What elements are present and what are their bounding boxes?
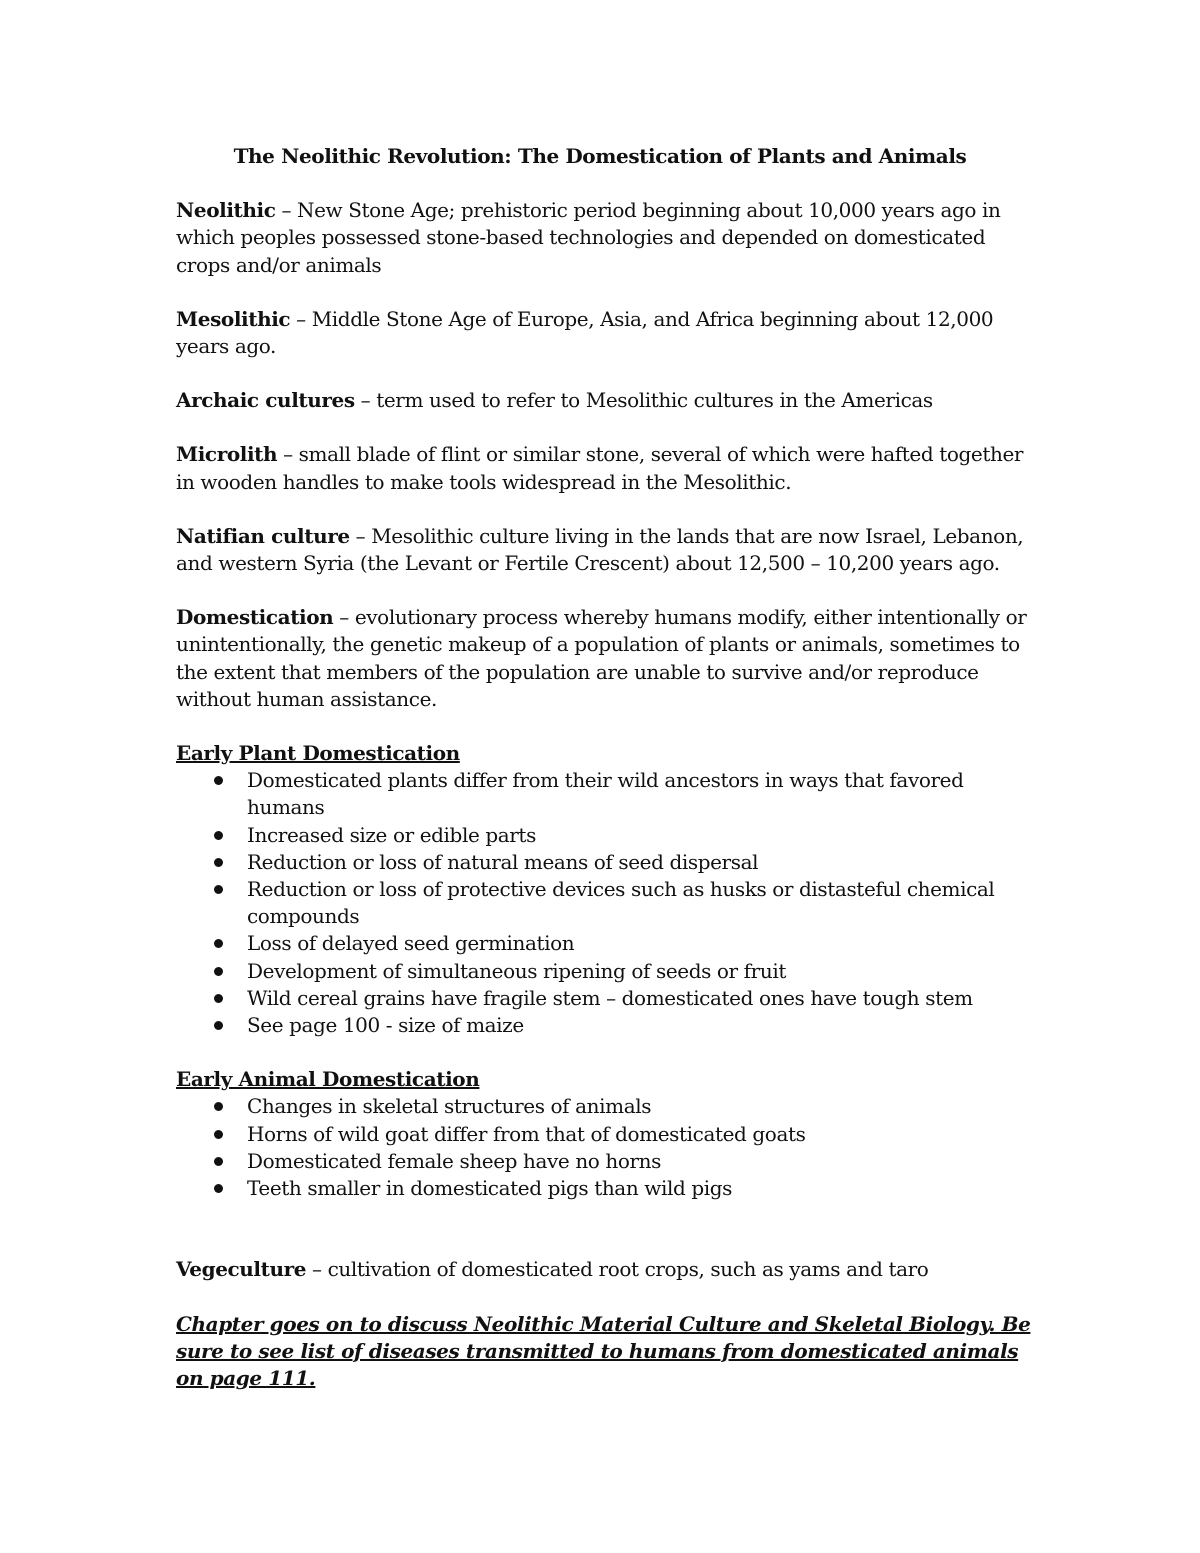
definition-text: – Mesolithic culture living in the lands that are now Israel, Lebanon, and western Syria (the Levant or Fertile Crescent) about 12,500 – 10,200 years ago.: [176, 523, 1024, 576]
bullet-icon: [214, 994, 223, 1003]
list-item: [176, 849, 1036, 876]
list-item-text: Reduction or loss of natural means of seed dispersal: [247, 849, 759, 874]
list-item-text: Changes in skeletal structures of animals: [247, 1094, 652, 1119]
definition-term: Domestication: [176, 605, 334, 630]
list-item: [176, 767, 1036, 821]
closing-note: Chapter goes on to discuss Neolithic Material Culture and Skeletal Biology. Be sure to see list of diseases transmitted to humans from domesticated animals on page 111.: [176, 1311, 1031, 1390]
bullet-icon: [214, 1130, 223, 1139]
blank-line: [176, 1229, 1036, 1256]
list-item: [176, 958, 1036, 985]
plant-domestication-list: [176, 767, 1036, 1039]
animal-domestication-heading: Early Animal Domestication: [176, 1067, 480, 1092]
definition-text: – small blade of flint or similar stone, several of which were hafted together in wooden handles to make tools widespread in the Mesolithic.: [176, 442, 1024, 494]
definition-term: Mesolithic: [176, 306, 291, 331]
list-item: [176, 1148, 1036, 1175]
list-item-text: Reduction or loss of protective devices such as husks or distasteful chemical compounds: [247, 877, 995, 929]
definition-mesolithic: [176, 306, 1036, 360]
bullet-icon: [214, 885, 223, 894]
list-item: [176, 822, 1036, 849]
definition-archaic-cultures: [176, 387, 1036, 414]
definition-domestication: [176, 604, 1036, 713]
list-item: [176, 1012, 1036, 1039]
definition-term: Archaic cultures: [176, 388, 355, 413]
list-item: [176, 1093, 1036, 1120]
list-item-text: Teeth smaller in domesticated pigs than wild pigs: [247, 1176, 733, 1201]
document-body: [176, 143, 1036, 1392]
bullet-icon: [214, 858, 223, 867]
bullet-icon: [214, 776, 223, 785]
definition-vegeculture: [176, 1256, 1036, 1283]
definition-microlith: [176, 441, 1036, 495]
definition-text: – New Stone Age; prehistoric period beginning about 10,000 years ago in which peoples possessed stone-based technologies and depended on domesticated crops and/or animals: [176, 198, 1001, 277]
plant-domestication-heading: Early Plant Domestication: [176, 741, 460, 766]
animal-domestication-list: [176, 1093, 1036, 1202]
list-item: [176, 1121, 1036, 1148]
definition-text: – term used to refer to Mesolithic cultures in the Americas: [354, 388, 933, 413]
definition-text: – Middle Stone Age of Europe, Asia, and Africa beginning about 12,000 years ago.: [176, 306, 994, 359]
page-title: The Neolithic Revolution: The Domestication of Plants and Animals: [233, 144, 967, 168]
definition-text: – cultivation of domesticated root crops, such as yams and taro: [306, 1257, 929, 1282]
list-item-text: Wild cereal grains have fragile stem – domesticated ones have tough stem: [247, 985, 973, 1010]
bullet-icon: [214, 1021, 223, 1030]
definition-term: Neolithic: [176, 198, 276, 223]
list-item-text: Loss of delayed seed germination: [247, 931, 575, 956]
definition-neolithic: [176, 197, 1036, 279]
definition-text: – evolutionary process whereby humans modify, either intentionally or unintentionally, the genetic makeup of a population of plants or animals, sometimes to the extent that members of the population are unable to survive and/or reproduce without human assistance.: [176, 605, 1027, 711]
bullet-icon: [214, 831, 223, 840]
bullet-icon: [214, 1184, 223, 1193]
list-item: [176, 1175, 1036, 1202]
bullet-icon: [214, 967, 223, 976]
list-item-text: Increased size or edible parts: [247, 822, 536, 847]
definition-natifian-culture: [176, 523, 1036, 577]
list-item: [176, 876, 1036, 930]
list-item-text: Development of simultaneous ripening of seeds or fruit: [247, 958, 786, 983]
list-item-text: See page 100 - size of maize: [247, 1013, 524, 1038]
definition-term: Vegeculture: [176, 1257, 307, 1282]
list-item: [176, 985, 1036, 1012]
bullet-icon: [214, 1102, 223, 1111]
definition-term: Microlith: [176, 442, 278, 467]
bullet-icon: [214, 1157, 223, 1166]
list-item-text: Domesticated female sheep have no horns: [247, 1148, 662, 1173]
definition-term: Natifian culture: [176, 523, 350, 548]
list-item-text: Domesticated plants differ from their wild ancestors in ways that favored humans: [247, 768, 964, 820]
list-item: [176, 930, 1036, 957]
list-item-text: Horns of wild goat differ from that of domesticated goats: [247, 1121, 806, 1146]
bullet-icon: [214, 939, 223, 948]
